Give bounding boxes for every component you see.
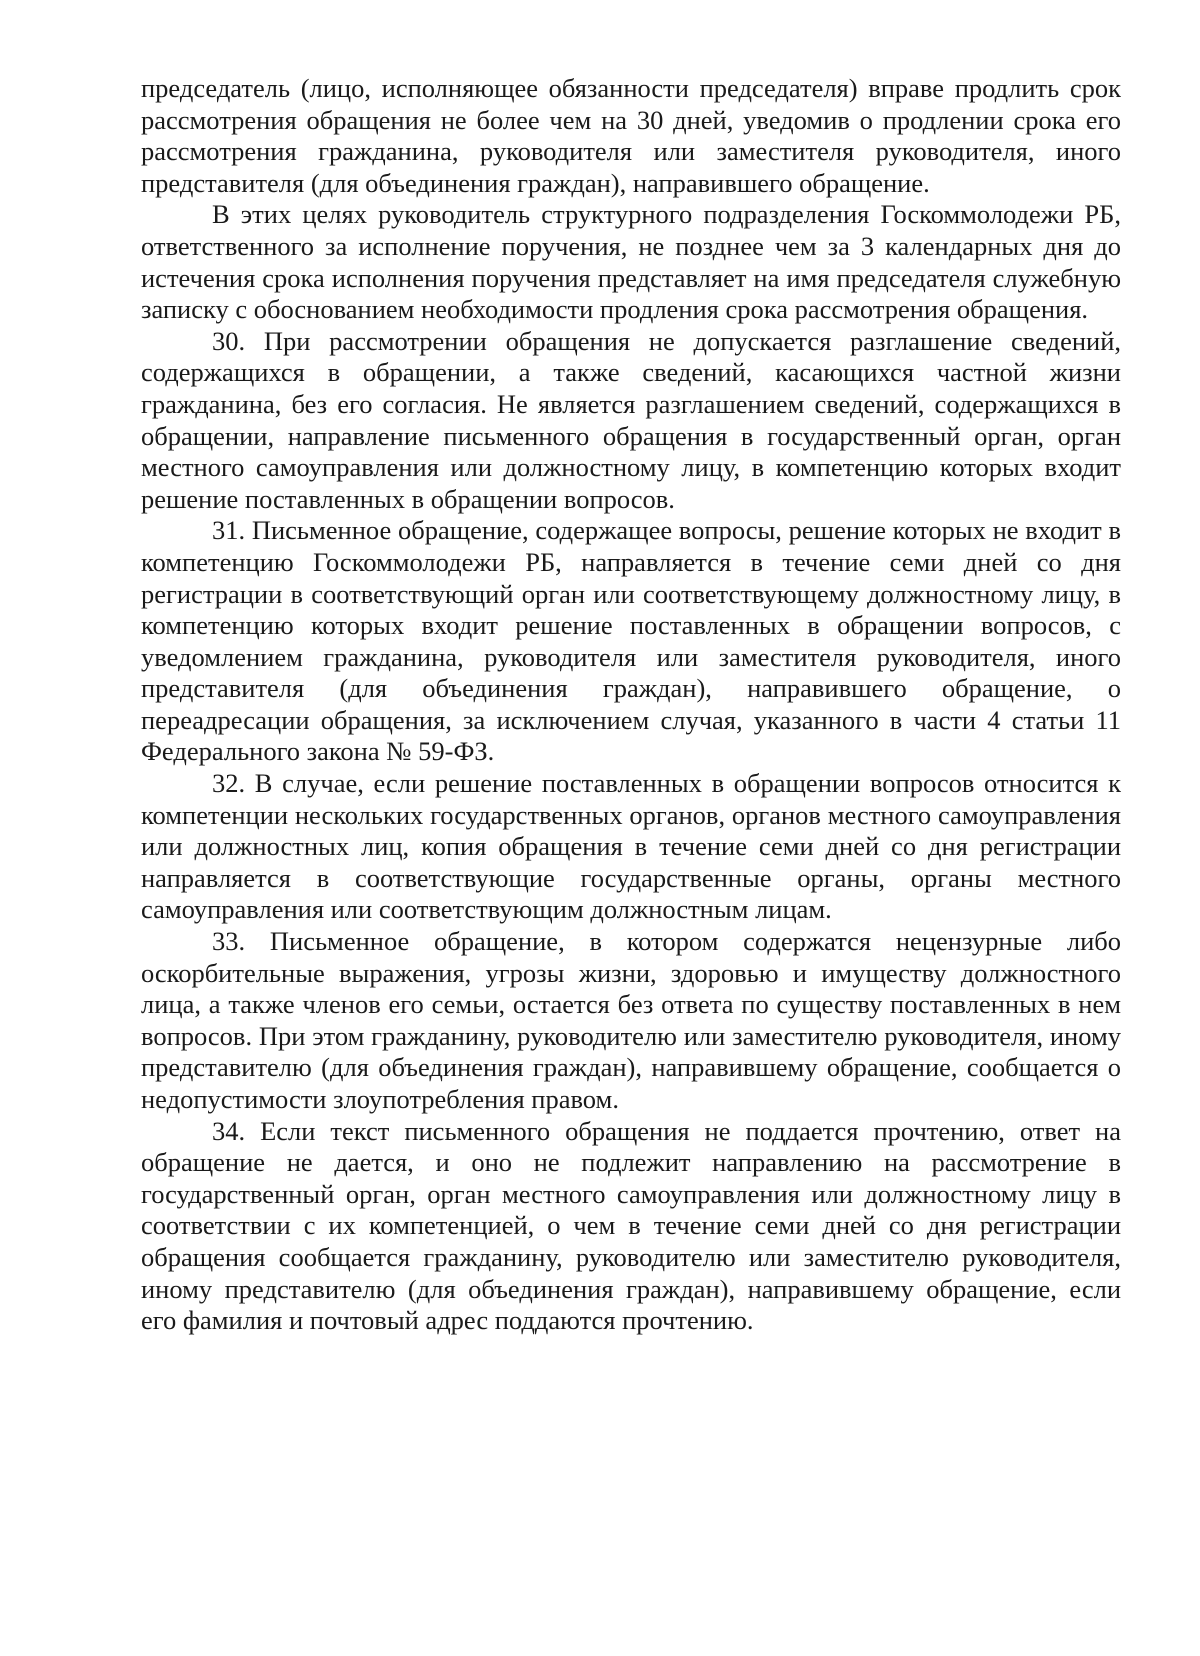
paragraph-32: 32. В случае, если решение поставленных в обращении вопросов относится к компетенции нескольких государственных органов, органов местного самоуправления или должностных лиц, копия обращения в течение семи дней со дня регистрации направляется в соответствующие государственные органы, органы местного самоуправления или соответствующим должностным лицам. xyxy=(141,768,1121,925)
paragraph-34: 34. Если текст письменного обращения не поддается прочтению, ответ на обращение не дается, и оно не подлежит направлению на рассмотрение в государственный орган, орган местного самоуправления или должностному лицу в соответствии с их компетенцией, о чем в течение семи дней со дня регистрации обращения сообщается гражданину, руководителю или заместителю руководителя, иному представителю (для объединения граждан), направившему обращение, если его фамилия и почтовый адрес поддаются прочтению. xyxy=(141,1115,1121,1336)
document-body xyxy=(141,73,1121,1337)
paragraph-continuation: председатель (лицо, исполняющее обязанности председателя) вправе продлить срок рассмотрения обращения не более чем на 30 дней, уведомив о продлении срока его рассмотрения гражданина, руководителя или заместителя руководителя, иного представителя (для объединения граждан), направившего обращение. xyxy=(141,73,1121,198)
paragraph-30: 30. При рассмотрении обращения не допускается разглашение сведений, содержащихся в обращении, а также сведений, касающихся частной жизни гражданина, без его согласия. Не является разглашением сведений, содержащихся в обращении, направление письменного обращения в государственный орган, орган местного самоуправления или должностному лицу, в компетенцию которых входит решение поставленных в обращении вопросов. xyxy=(141,325,1121,514)
paragraph-extension-procedure: В этих целях руководитель структурного подразделения Госкоммолодежи РБ, ответственного за исполнение поручения, не позднее чем за 3 календарных дня до истечения срока исполнения поручения представляет на имя председателя служебную записку с обоснованием необходимости продления срока рассмотрения обращения. xyxy=(141,199,1121,325)
paragraph-33: 33. Письменное обращение, в котором содержатся нецензурные либо оскорбительные выражения, угрозы жизни, здоровью и имуществу должностного лица, а также членов его семьи, остается без ответа по существу поставленных в нем вопросов. При этом гражданину, руководителю или заместителю руководителя, иному представителю (для объединения граждан), направившему обращение, сообщается о недопустимости злоупотребления правом. xyxy=(141,926,1121,1114)
paragraph-31: 31. Письменное обращение, содержащее вопросы, решение которых не входит в компетенцию Госкоммолодежи РБ, направляется в течение семи дней со дня регистрации в соответствующий орган или соответствующему должностному лицу, в компетенцию которых входит решение поставленных в обращении вопросов, с уведомлением гражданина, руководителя или заместителя руководителя, иного представителя (для объединения граждан), направившего обращение, о переадресации обращения, за исключением случая, указанного в части 4 статьи 11 Федерального закона № 59-ФЗ. xyxy=(141,515,1121,767)
